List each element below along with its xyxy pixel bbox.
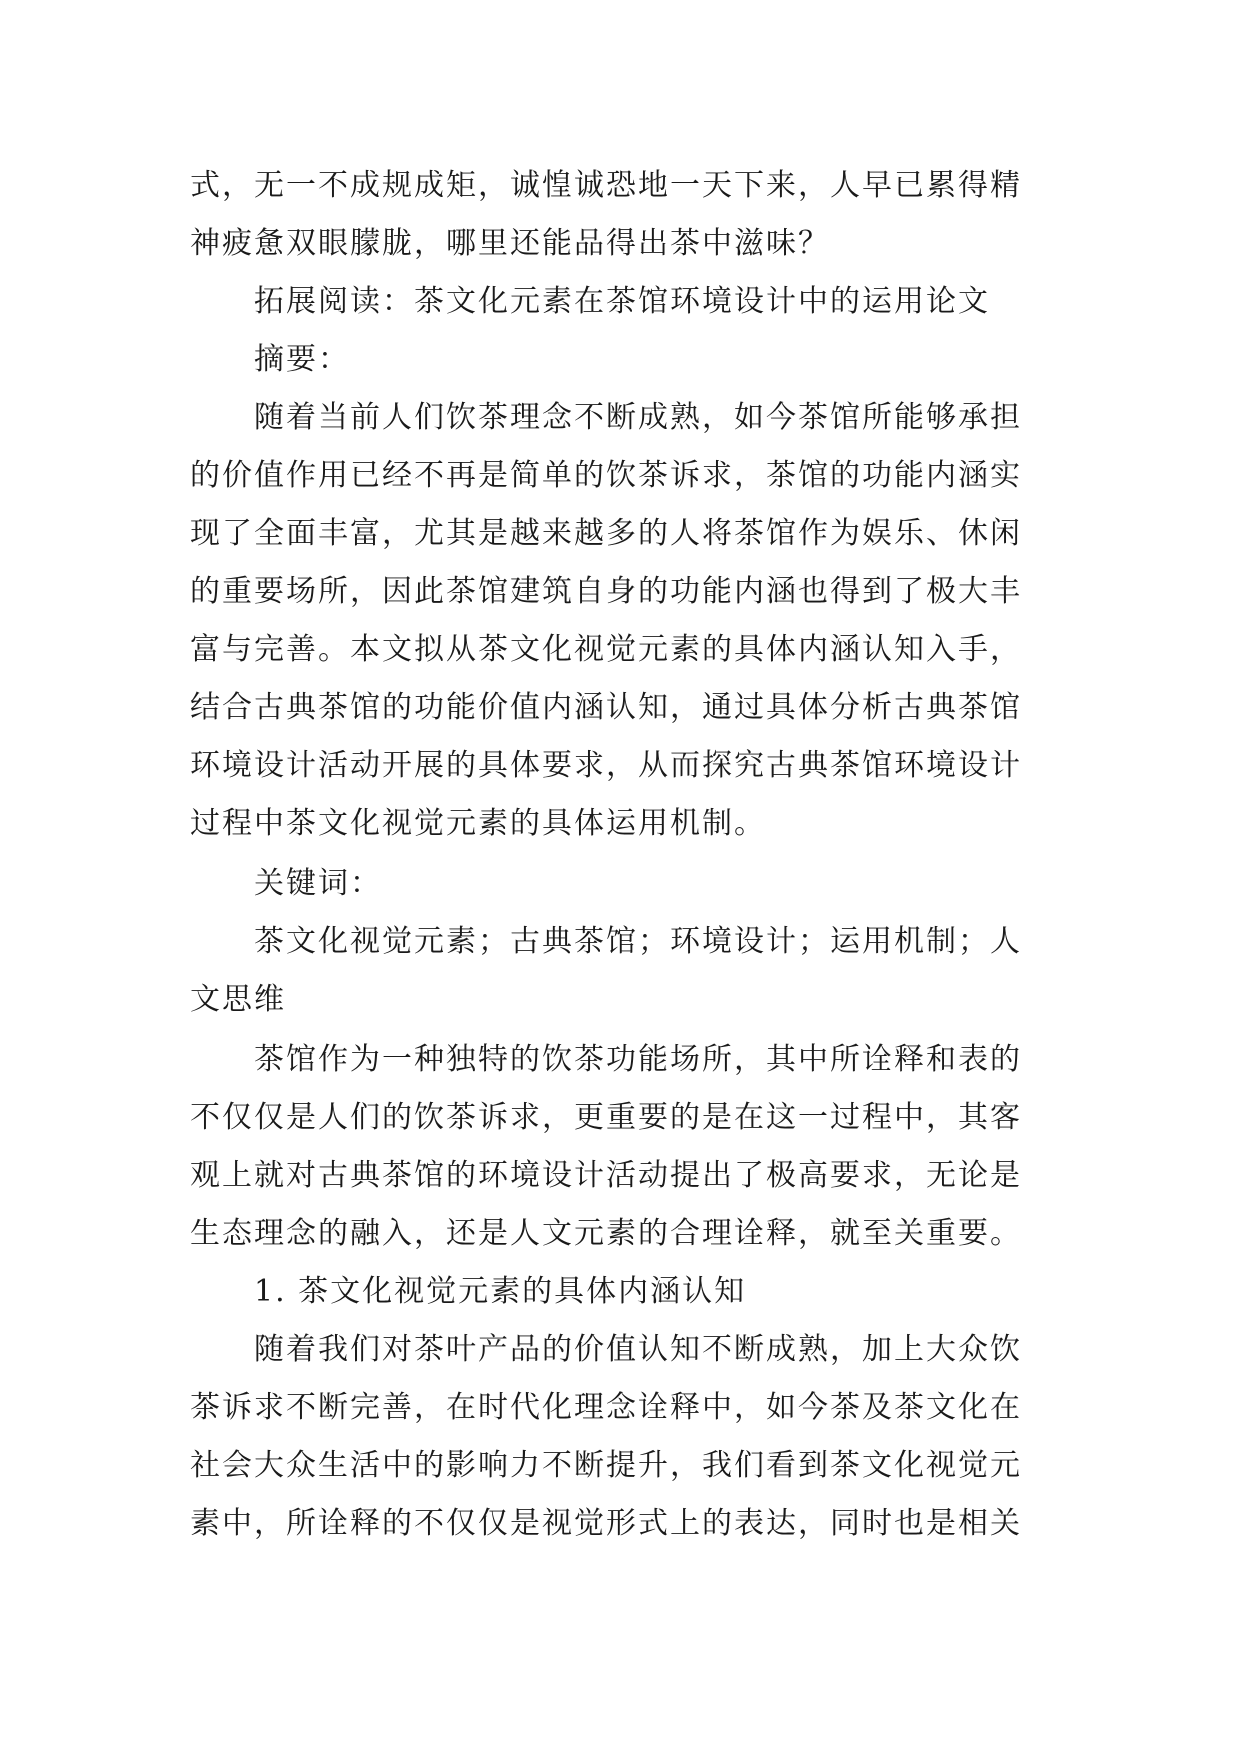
text-line: 的重要场所，因此茶馆建筑自身的功能内涵也得到了极大丰 <box>190 574 1022 609</box>
text-line: 生态理念的融入，还是人文元素的合理诠释，就至关重要。 <box>190 1216 1022 1251</box>
section-heading: 1. 茶文化视觉元素的具体内涵认知 <box>254 1274 747 1309</box>
keywords-line: 茶文化视觉元素；古典茶馆；环境设计；运用机制；人 <box>254 924 1022 959</box>
text-line: 素中，所诠释的不仅仅是视觉形式上的表达，同时也是相关 <box>190 1506 1022 1541</box>
text-line: 茶馆作为一种独特的饮茶功能场所，其中所诠释和表的 <box>254 1042 1022 1077</box>
text-line: 现了全面丰富，尤其是越来越多的人将茶馆作为娱乐、休闲 <box>190 516 1022 551</box>
text-line: 神疲惫双眼朦胧，哪里还能品得出茶中滋味？ <box>190 226 830 261</box>
text-line: 富与完善。本文拟从茶文化视觉元素的具体内涵认知入手， <box>190 632 1022 667</box>
section-heading: 拓展阅读：茶文化元素在茶馆环境设计中的运用论文 <box>254 284 990 319</box>
text-line: 过程中茶文化视觉元素的具体运用机制。 <box>190 806 766 841</box>
text-line: 环境设计活动开展的具体要求，从而探究古典茶馆环境设计 <box>190 748 1022 783</box>
text-line: 社会大众生活中的影响力不断提升，我们看到茶文化视觉元 <box>190 1448 1022 1483</box>
text-line: 随着当前人们饮茶理念不断成熟，如今茶馆所能够承担 <box>254 400 1022 435</box>
text-line: 不仅仅是人们的饮茶诉求，更重要的是在这一过程中，其客 <box>190 1100 1022 1135</box>
keywords-line: 文思维 <box>190 982 286 1017</box>
abstract-heading: 摘要： <box>254 342 350 377</box>
text-line: 结合古典茶馆的功能价值内涵认知，通过具体分析古典茶馆 <box>190 690 1022 725</box>
text-line: 茶诉求不断完善，在时代化理念诠释中，如今茶及茶文化在 <box>190 1390 1022 1425</box>
keywords-heading: 关键词： <box>254 866 382 901</box>
text-line: 的价值作用已经不再是简单的饮茶诉求，茶馆的功能内涵实 <box>190 458 1022 493</box>
text-line: 观上就对古典茶馆的环境设计活动提出了极高要求，无论是 <box>190 1158 1022 1193</box>
text-line: 式，无一不成规成矩，诚惶诚恐地一天下来，人早已累得精 <box>190 168 1022 203</box>
text-line: 随着我们对茶叶产品的价值认知不断成熟，加上大众饮 <box>254 1332 1022 1367</box>
